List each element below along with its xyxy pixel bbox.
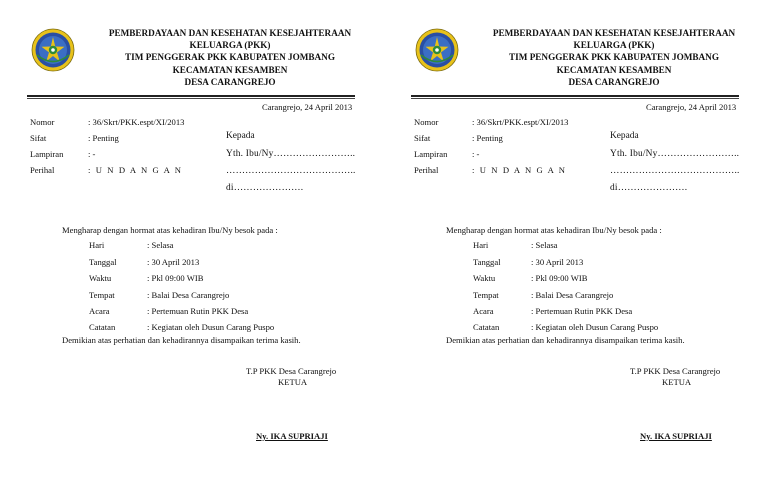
detail-value: : Kegiatan oleh Dusun Carang Puspo [531, 322, 659, 332]
letterhead-line-4: KECAMATAN KESAMBEN [172, 64, 288, 75]
addressee-yth: Yth. Ibu/Ny…………………….. [610, 149, 740, 159]
opening-sentence: Mengharap dengan hormat atas kehadiran Ibu/Ny besok pada : [446, 225, 662, 235]
meta-sifat-value: : Penting [88, 133, 119, 143]
meta-nomor-value: : 36/Skrt/PKK.espt/XI/2013 [472, 117, 569, 127]
signature-title: KETUA [662, 377, 692, 387]
meta-sifat-value: : Penting [472, 133, 503, 143]
detail-label: Acara [473, 306, 494, 316]
meta-lampiran-label: Lampiran [414, 149, 448, 159]
letter-date: Carangrejo, 24 April 2013 [262, 102, 353, 112]
detail-label: Waktu [473, 273, 496, 283]
letterhead-line-4: KECAMATAN KESAMBEN [556, 64, 672, 75]
meta-perihal-value: : U N D A N G A N [88, 165, 183, 175]
detail-label: Waktu [89, 273, 112, 283]
meta-lampiran-value: : - [472, 149, 480, 159]
signature-organization: T.P PKK Desa Carangrejo [246, 366, 337, 376]
detail-value: : Pkl 09:00 WIB [531, 273, 588, 283]
detail-label: Tempat [473, 290, 499, 300]
detail-label: Tanggal [473, 257, 501, 267]
letterhead-line-5: DESA CARANGREJO [568, 76, 660, 87]
letterhead-divider-thin [411, 98, 739, 99]
meta-nomor-label: Nomor [30, 117, 55, 127]
letterhead-line-2: KELUARGA (PKK) [573, 40, 655, 51]
meta-sifat-label: Sifat [414, 133, 431, 143]
letterhead-divider-thin [27, 98, 355, 99]
meta-nomor-label: Nomor [414, 117, 439, 127]
addressee-di: di…………………. [610, 183, 688, 193]
detail-label: Catatan [473, 322, 500, 332]
closing-sentence: Demikian atas perhatian dan kehadirannya disampaikan terima kasih. [62, 335, 301, 345]
detail-label: Tanggal [89, 257, 117, 267]
addressee-dots: ………………………………….. [226, 166, 356, 176]
letterhead-line-1: PEMBERDAYAAN DAN KESEHATAN KESEJAHTERAAN [108, 28, 352, 38]
detail-label: Hari [473, 240, 489, 250]
detail-label: Tempat [89, 290, 115, 300]
opening-sentence: Mengharap dengan hormat atas kehadiran Ibu/Ny besok pada : [62, 225, 278, 235]
signature-name: Ny. IKA SUPRIAJI [256, 431, 328, 441]
detail-value: : Pertemuan Rutin PKK Desa [531, 306, 633, 316]
signature-title: KETUA [278, 377, 308, 387]
meta-nomor-value: : 36/Skrt/PKK.espt/XI/2013 [88, 117, 185, 127]
detail-value: : Pertemuan Rutin PKK Desa [147, 306, 249, 316]
addressee-kepada: Kepada [226, 131, 255, 141]
addressee-yth: Yth. Ibu/Ny…………………….. [226, 149, 356, 159]
detail-value: : Selasa [147, 240, 174, 250]
detail-label: Hari [89, 240, 105, 250]
detail-value: : Kegiatan oleh Dusun Carang Puspo [147, 322, 275, 332]
letterhead [464, 27, 764, 88]
detail-value: : 30 April 2013 [531, 257, 584, 267]
detail-value: : 30 April 2013 [147, 257, 200, 267]
addressee-di: di…………………. [226, 183, 304, 193]
letterhead-line-2: KELUARGA (PKK) [189, 40, 271, 51]
meta-perihal-label: Perihal [414, 165, 439, 175]
meta-sifat-label: Sifat [30, 133, 47, 143]
detail-value: : Selasa [531, 240, 558, 250]
meta-perihal-label: Perihal [30, 165, 55, 175]
letterhead [80, 27, 380, 88]
closing-sentence: Demikian atas perhatian dan kehadirannya disampaikan terima kasih. [446, 335, 685, 345]
detail-label: Acara [89, 306, 110, 316]
pkk-emblem-icon [415, 28, 459, 72]
detail-label: Catatan [89, 322, 116, 332]
letterhead-line-3: TIM PENGGERAK PKK KABUPATEN JOMBANG [509, 52, 719, 63]
letter-date: Carangrejo, 24 April 2013 [646, 102, 737, 112]
letterhead-divider [27, 95, 355, 97]
letterhead-line-5: DESA CARANGREJO [184, 76, 276, 87]
detail-value: : Balai Desa Carangrejo [531, 290, 614, 300]
letterhead-line-3: TIM PENGGERAK PKK KABUPATEN JOMBANG [125, 52, 335, 63]
addressee-kepada: Kepada [610, 131, 639, 141]
meta-perihal-value: : U N D A N G A N [472, 165, 567, 175]
detail-value: : Pkl 09:00 WIB [147, 273, 204, 283]
letterhead-divider [411, 95, 739, 97]
invitation-letter-right [384, 0, 768, 489]
detail-value: : Balai Desa Carangrejo [147, 290, 230, 300]
addressee-dots: ………………………………….. [610, 166, 740, 176]
meta-lampiran-label: Lampiran [30, 149, 64, 159]
signature-organization: T.P PKK Desa Carangrejo [630, 366, 721, 376]
letterhead-line-1: PEMBERDAYAAN DAN KESEHATAN KESEJAHTERAAN [492, 28, 736, 38]
pkk-emblem-icon [31, 28, 75, 72]
signature-name: Ny. IKA SUPRIAJI [640, 431, 712, 441]
meta-lampiran-value: : - [88, 149, 96, 159]
